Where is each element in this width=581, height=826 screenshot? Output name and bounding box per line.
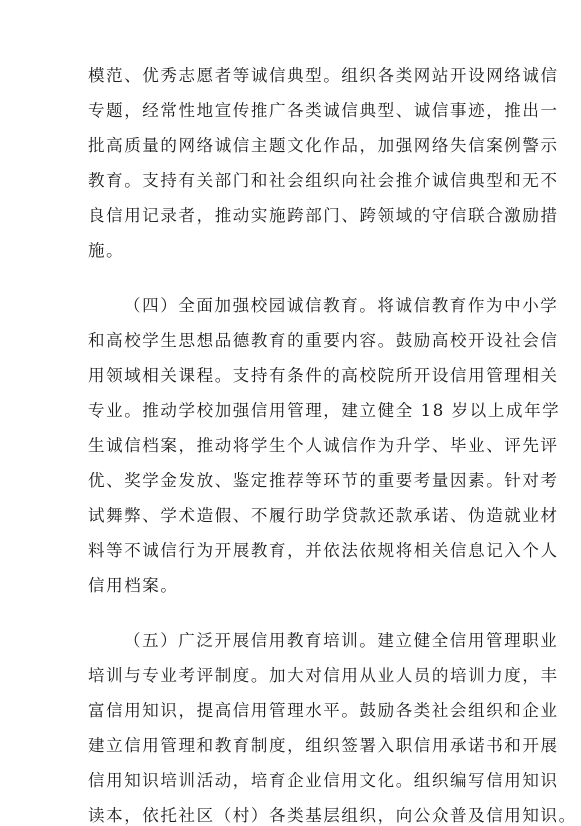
text-line: 优、奖学金发放、鉴定推荐等环节的重要考量因素。针对考 bbox=[88, 471, 559, 490]
text-line: 批高质量的网络诚信主题文化作品，加强网络失信案例警示 bbox=[88, 136, 559, 155]
text-line: 读本，依托社区（村）各类基层组织，向公众普及信用知识。 bbox=[88, 806, 577, 825]
section-heading-line: （四）全面加强校园诚信教育。将诚信教育作为中小学 bbox=[124, 296, 559, 315]
text-line: 用领域相关课程。支持有条件的高校院所开设信用管理相关 bbox=[88, 366, 559, 385]
text-line: 培训与专业考评制度。加大对信用从业人员的培训力度，丰 bbox=[88, 666, 559, 685]
text-line: 教育。支持有关部门和社会组织向社会推介诚信典型和无不 bbox=[88, 171, 559, 190]
text-line: 信用知识培训活动，培育企业信用文化。组织编写信用知识 bbox=[88, 771, 559, 790]
text-line: 生诚信档案，推动将学生个人诚信作为升学、毕业、评先评 bbox=[88, 436, 559, 455]
text-line: 和高校学生思想品德教育的重要内容。鼓励高校开设社会信 bbox=[88, 331, 559, 350]
text-line: 信用档案。 bbox=[88, 576, 179, 595]
text-line: 富信用知识，提高信用管理水平。鼓励各类社会组织和企业 bbox=[88, 701, 559, 720]
text-line: 专业。推动学校加强信用管理，建立健全 18 岁以上成年学 bbox=[88, 401, 561, 420]
section-heading-line: （五）广泛开展信用教育培训。建立健全信用管理职业 bbox=[124, 631, 559, 650]
text-line: 模范、优秀志愿者等诚信典型。组织各类网站开设网络诚信 bbox=[88, 66, 559, 85]
text-line: 良信用记录者，推动实施跨部门、跨领域的守信联合激励措 bbox=[88, 206, 559, 225]
text-line: 试舞弊、学术造假、不履行助学贷款还款承诺、伪造就业材 bbox=[88, 506, 559, 525]
text-line: 专题，经常性地宣传推广各类诚信典型、诚信事迹，推出一 bbox=[88, 101, 559, 120]
text-line: 建立信用管理和教育制度，组织签署入职信用承诺书和开展 bbox=[88, 736, 559, 755]
text-line: 料等不诚信行为开展教育，并依法依规将相关信息记入个人 bbox=[88, 541, 559, 560]
text-line: 施。 bbox=[88, 241, 125, 260]
